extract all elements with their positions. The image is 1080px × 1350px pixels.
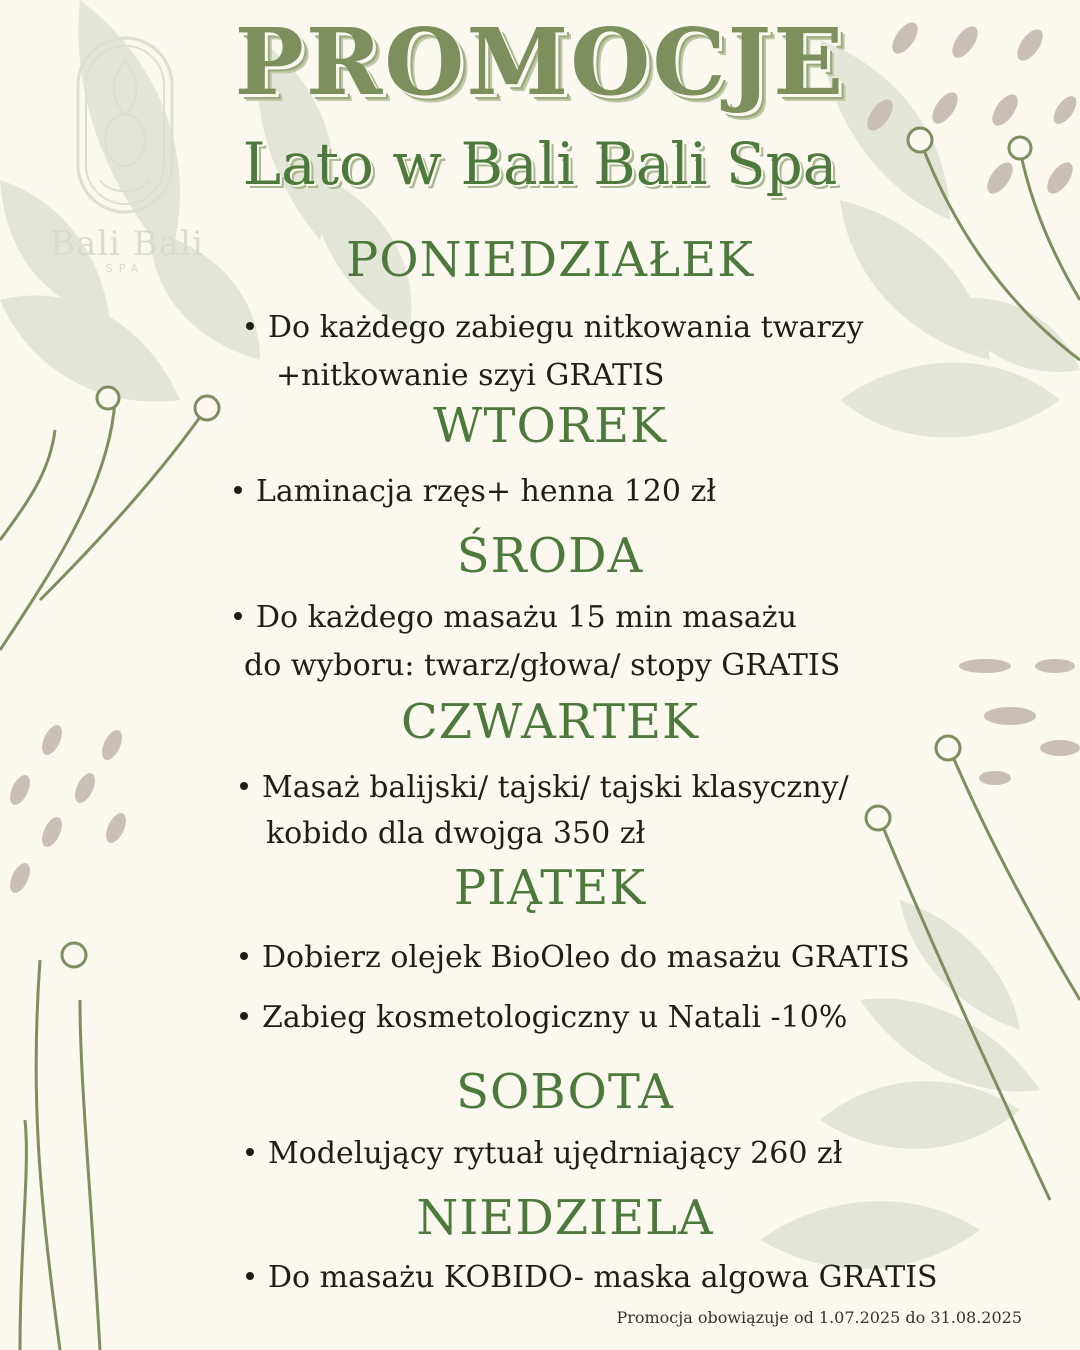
promo-item-continuation: +nitkowanie szyi GRATIS	[276, 358, 665, 393]
promo-item: Dobierz olejek BioOleo do masażu GRATIS	[240, 936, 910, 980]
day-heading-sunday: NIEDZIELA	[416, 1190, 714, 1246]
brand-name: Bali Bali	[50, 224, 204, 264]
day-heading-saturday: SOBOTA	[456, 1064, 674, 1120]
day-heading-wednesday: ŚRODA	[456, 528, 644, 584]
day-heading-thursday: CZWARTEK	[401, 694, 699, 750]
bullet-icon	[240, 1012, 248, 1020]
day-heading-tuesday: WTOREK	[433, 398, 667, 454]
promo-item: Do masażu KOBIDO- maska algowa GRATIS	[246, 1256, 938, 1300]
promo-item-continuation: kobido dla dwojga 350 zł	[266, 816, 646, 851]
promo-item: Do każdego masażu 15 min masażu	[234, 596, 797, 640]
bullet-icon	[240, 782, 248, 790]
bullet-icon	[234, 486, 242, 494]
promo-validity-note: Promocja obowiązuje od 1.07.2025 do 31.08.2025	[616, 1308, 1022, 1327]
bullet-icon	[246, 1272, 254, 1280]
promo-item: Modelujący rytuał ujędrniający 260 zł	[246, 1132, 842, 1176]
bullet-icon	[234, 612, 242, 620]
bullet-icon	[246, 1148, 254, 1156]
promo-item: Laminacja rzęs+ henna 120 zł	[234, 470, 716, 514]
page-subtitle: Lato w Bali Bali Spa	[242, 130, 838, 198]
promo-item: Zabieg kosmetologiczny u Natali -10%	[240, 996, 847, 1040]
brand-sub: SPA	[105, 262, 145, 275]
promo-item: Do każdego zabiegu nitkowania twarzy	[246, 306, 863, 350]
bullet-icon	[246, 322, 254, 330]
day-heading-monday: PONIEDZIAŁEK	[345, 232, 755, 288]
promo-item: Masaż balijski/ tajski/ tajski klasyczny/	[240, 766, 849, 810]
day-heading-friday: PIĄTEK	[453, 860, 647, 916]
page-title: PROMOCJE	[234, 8, 846, 116]
bullet-icon	[240, 952, 248, 960]
promo-item-continuation: do wyboru: twarz/głowa/ stopy GRATIS	[244, 648, 841, 683]
